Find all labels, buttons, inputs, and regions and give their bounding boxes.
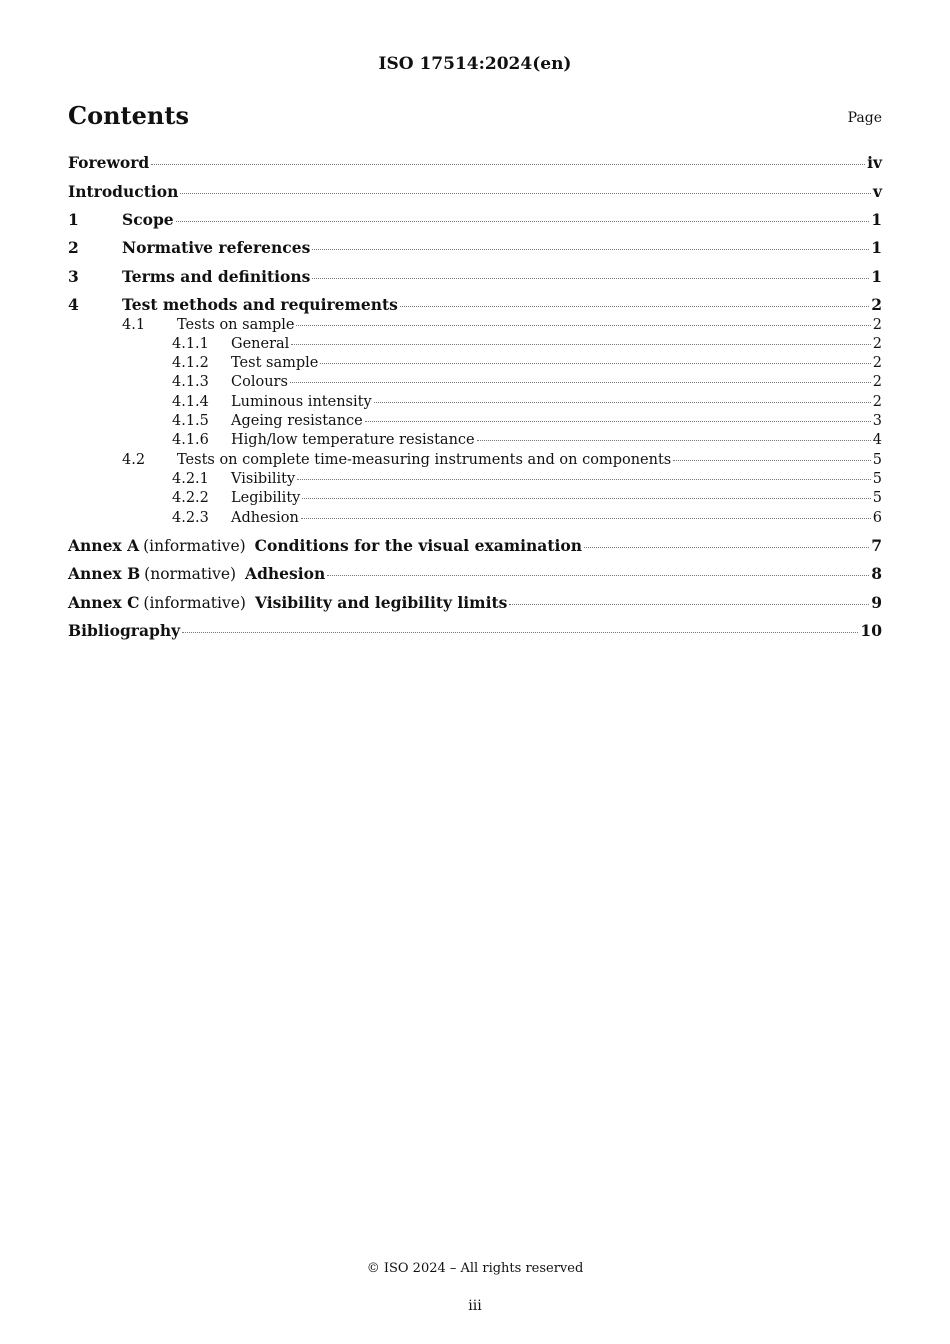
toc-page: 1 <box>871 267 882 286</box>
toc-leader <box>296 325 870 326</box>
annex-title: Visibility and legibility limits <box>254 593 508 612</box>
footer-copyright: © ISO 2024 – All rights reserved <box>366 1261 584 1276</box>
toc-number: 4.1 <box>122 317 146 333</box>
toc-page: 2 <box>872 336 882 352</box>
toc-page: v <box>872 182 882 201</box>
toc-page: 2 <box>872 317 882 333</box>
toc-number: 4 <box>68 295 79 314</box>
toc-title: Adhesion <box>231 510 299 526</box>
toc-title: Test methods and requirements <box>122 295 398 314</box>
toc-page: 4 <box>872 432 882 448</box>
annex-label: Annex B <box>68 564 141 583</box>
annex-label: Annex C <box>68 593 140 612</box>
toc-leader <box>301 518 871 519</box>
toc-entry-4-1-6[interactable] <box>68 432 882 448</box>
toc-title: Visibility <box>231 471 296 487</box>
toc-page: 5 <box>872 490 882 506</box>
toc-leader <box>151 164 865 165</box>
toc-page: 5 <box>872 471 882 487</box>
toc-leader <box>400 306 869 307</box>
annex-title: Adhesion <box>245 564 326 583</box>
toc-page: 1 <box>871 210 882 229</box>
annex-kind: (normative) <box>144 565 237 583</box>
toc-number: 4.2.1 <box>172 471 209 487</box>
toc-entry-4-1-5[interactable] <box>68 413 882 429</box>
toc-leader <box>182 632 858 633</box>
annex-kind: (informative) <box>143 537 246 555</box>
toc-page: 3 <box>872 413 882 429</box>
toc-number: 4.1.6 <box>172 432 209 448</box>
toc-leader <box>374 402 871 403</box>
toc-title: Normative references <box>122 238 311 257</box>
toc-entry-4-1[interactable] <box>68 317 882 333</box>
toc-title: Legibility <box>231 490 301 506</box>
toc-entry-4-2-1[interactable] <box>68 471 882 487</box>
annex-heading <box>68 536 582 555</box>
toc-leader <box>302 498 870 499</box>
toc-title: Bibliography <box>68 621 181 640</box>
toc-page: iv <box>867 153 882 172</box>
toc-leader <box>312 249 869 250</box>
toc-page: 7 <box>871 536 882 555</box>
footer-page-number: iii <box>468 1298 482 1314</box>
toc-number: 1 <box>68 210 79 229</box>
toc-title: Test sample <box>231 355 319 371</box>
toc-leader <box>290 382 871 383</box>
toc-title: Ageing resistance <box>231 413 363 429</box>
toc-number: 3 <box>68 267 79 286</box>
toc-page: 5 <box>872 452 882 468</box>
toc-title: Colours <box>231 374 288 390</box>
toc-number: 4.1.3 <box>172 374 209 390</box>
toc-page: 2 <box>872 394 882 410</box>
toc-number: 4.1.5 <box>172 413 209 429</box>
toc-leader <box>327 575 869 576</box>
toc-entry-4-2-3[interactable] <box>68 510 882 526</box>
toc-leader <box>297 479 871 480</box>
toc-entry-normative-references[interactable] <box>68 238 882 257</box>
toc-entry-annex-a[interactable] <box>68 536 882 555</box>
annex-heading <box>68 593 507 612</box>
toc-entry-4-1-3[interactable] <box>68 374 882 390</box>
toc-page: 2 <box>872 374 882 390</box>
page-column-label: Page <box>847 110 882 126</box>
toc-leader <box>673 460 871 461</box>
toc-title: High/low temperature resistance <box>231 432 475 448</box>
toc-title: Luminous intensity <box>231 394 372 410</box>
toc-entry-4-1-2[interactable] <box>68 355 882 371</box>
toc-number: 4.1.1 <box>172 336 209 352</box>
toc-page: 9 <box>871 593 882 612</box>
toc-leader <box>509 604 869 605</box>
toc-entry-4-2[interactable] <box>68 452 882 468</box>
toc-number: 4.1.4 <box>172 394 209 410</box>
toc-page: 10 <box>860 621 882 640</box>
annex-label: Annex A <box>68 536 140 555</box>
toc-title: Foreword <box>68 153 150 172</box>
toc-number: 4.1.2 <box>172 355 209 371</box>
toc-entry-introduction[interactable] <box>68 182 882 201</box>
toc-entry-4-1-1[interactable] <box>68 336 882 352</box>
toc-entry-foreword[interactable] <box>68 153 882 172</box>
toc-leader <box>312 278 869 279</box>
toc-leader <box>291 344 870 345</box>
toc-entry-4-1-4[interactable] <box>68 394 882 410</box>
toc-title: Tests on complete time-measuring instruments and on components <box>177 452 672 468</box>
toc-page: 1 <box>871 238 882 257</box>
annex-kind: (informative) <box>143 594 246 612</box>
document-id-header: ISO 17514:2024(en) <box>378 54 572 74</box>
toc-leader <box>477 440 871 441</box>
toc-entry-4-2-2[interactable] <box>68 490 882 506</box>
toc-title: Terms and definitions <box>122 267 311 286</box>
toc-entry-terms-and-definitions[interactable] <box>68 267 882 286</box>
annex-title: Conditions for the visual examination <box>254 536 582 555</box>
toc-page: 2 <box>871 295 882 314</box>
toc-title: Tests on sample <box>177 317 295 333</box>
toc-leader <box>584 547 869 548</box>
toc-entry-bibliography[interactable] <box>68 621 882 640</box>
toc-entry-test-methods[interactable] <box>68 295 882 314</box>
toc-entry-annex-b[interactable] <box>68 564 882 583</box>
toc-leader <box>176 221 870 222</box>
toc-page: 8 <box>871 564 882 583</box>
toc-title: Scope <box>122 210 174 229</box>
contents-heading: Contents <box>68 101 189 130</box>
toc-page: 6 <box>872 510 882 526</box>
toc-number: 4.2.2 <box>172 490 209 506</box>
toc-leader <box>180 193 871 194</box>
toc-page: 2 <box>872 355 882 371</box>
toc-number: 4.2 <box>122 452 146 468</box>
toc-title: Introduction <box>68 182 179 201</box>
toc-entry-annex-c[interactable] <box>68 593 882 612</box>
annex-heading <box>68 564 325 583</box>
toc-number: 2 <box>68 238 79 257</box>
toc-number: 4.2.3 <box>172 510 209 526</box>
toc-leader <box>365 421 871 422</box>
toc-leader <box>320 363 870 364</box>
toc-title: General <box>231 336 290 352</box>
toc-entry-scope[interactable] <box>68 210 882 229</box>
